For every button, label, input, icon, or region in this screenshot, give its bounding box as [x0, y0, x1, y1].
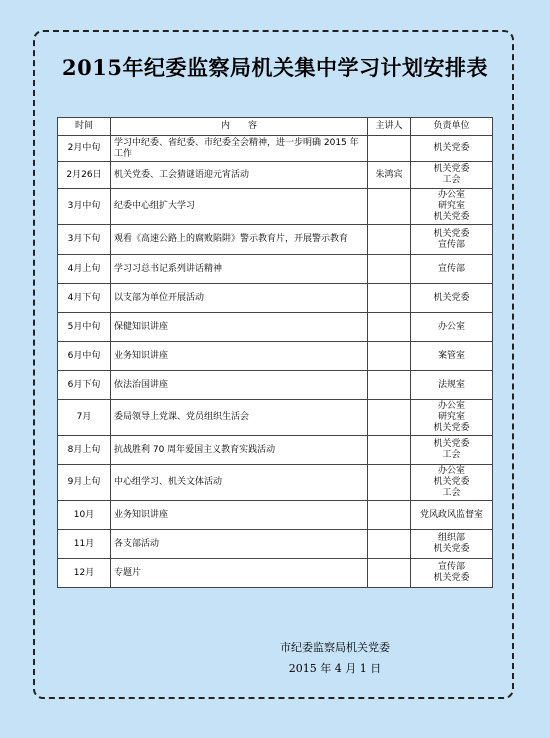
cell-time: 6月下旬 — [58, 371, 111, 400]
cell-time: 4月上旬 — [58, 255, 111, 284]
cell-unit: 党风政风监督室 — [411, 501, 493, 530]
table-row — [58, 284, 493, 313]
cell-unit: 机关党委 — [411, 136, 493, 162]
cell-speaker — [368, 189, 411, 225]
cell-speaker — [368, 255, 411, 284]
table-row — [58, 559, 493, 588]
cell-content: 业务知识讲座 — [111, 342, 368, 371]
cell-content: 专题片 — [111, 559, 368, 588]
table-row — [58, 371, 493, 400]
cell-unit: 办公室 研究室 机关党委 — [411, 189, 493, 225]
cell-unit: 机关党委 工会 — [411, 162, 493, 189]
table-row — [58, 162, 493, 189]
cell-speaker — [368, 530, 411, 559]
table-header-row — [58, 118, 493, 136]
cell-unit: 机关党委 — [411, 284, 493, 313]
schedule-body — [58, 136, 493, 588]
cell-time: 5月中旬 — [58, 313, 111, 342]
cell-unit: 办公室 研究室 机关党委 — [411, 400, 493, 436]
cell-content: 学习中纪委、省纪委、市纪委全会精神，进一步明确 2015 年工作 — [111, 136, 368, 162]
table-row — [58, 255, 493, 284]
cell-time: 6月中旬 — [58, 342, 111, 371]
cell-time: 8月上旬 — [58, 436, 111, 465]
cell-content: 各支部活动 — [111, 530, 368, 559]
cell-content: 机关党委、工会猜谜语迎元宵活动 — [111, 162, 368, 189]
cell-speaker — [368, 400, 411, 436]
cell-speaker — [368, 559, 411, 588]
cell-unit: 宣传部 机关党委 — [411, 559, 493, 588]
cell-speaker — [368, 313, 411, 342]
footer-organization: 市纪委监察局机关党委 — [280, 641, 390, 654]
cell-content: 观看《高速公路上的腐败陷阱》警示教育片，开展警示教育 — [111, 225, 368, 255]
table-row — [58, 136, 493, 162]
table-row — [58, 225, 493, 255]
cell-speaker — [368, 225, 411, 255]
cell-content: 以支部为单位开展活动 — [111, 284, 368, 313]
cell-time: 9月上旬 — [58, 465, 111, 501]
table-row — [58, 342, 493, 371]
cell-time: 10月 — [58, 501, 111, 530]
table-row — [58, 530, 493, 559]
cell-unit: 宣传部 — [411, 255, 493, 284]
header-speaker: 主讲人 — [368, 118, 411, 136]
cell-unit: 组织部 机关党委 — [411, 530, 493, 559]
table-row — [58, 400, 493, 436]
cell-time: 7月 — [58, 400, 111, 436]
cell-unit: 机关党委 宣传部 — [411, 225, 493, 255]
cell-speaker — [368, 436, 411, 465]
cell-unit: 案管室 — [411, 342, 493, 371]
table-row — [58, 465, 493, 501]
cell-content: 中心组学习、机关文体活动 — [111, 465, 368, 501]
cell-content: 学习习总书记系列讲话精神 — [111, 255, 368, 284]
cell-unit: 办公室 机关党委 工会 — [411, 465, 493, 501]
cell-content: 保健知识讲座 — [111, 313, 368, 342]
table-row — [58, 501, 493, 530]
cell-speaker — [368, 284, 411, 313]
cell-time: 12月 — [58, 559, 111, 588]
header-content: 内 容 — [111, 118, 368, 136]
cell-speaker — [368, 136, 411, 162]
footer-date: 2015 年 4 月 1 日 — [288, 662, 382, 675]
cell-time: 3月中旬 — [58, 189, 111, 225]
cell-time: 3月下旬 — [58, 225, 111, 255]
cell-speaker — [368, 371, 411, 400]
cell-time: 4月下旬 — [58, 284, 111, 313]
header-unit: 负责单位 — [411, 118, 493, 136]
cell-content: 依法治国讲座 — [111, 371, 368, 400]
cell-time: 2月26日 — [58, 162, 111, 189]
cell-content: 抗战胜利 70 周年爱国主义教育实践活动 — [111, 436, 368, 465]
cell-unit: 办公室 — [411, 313, 493, 342]
schedule-table — [57, 117, 493, 588]
page-title: 2015年纪委监察局机关集中学习计划安排表 — [62, 55, 488, 80]
cell-speaker — [368, 342, 411, 371]
table-row — [58, 189, 493, 225]
table-row — [58, 436, 493, 465]
cell-speaker — [368, 465, 411, 501]
header-time: 时间 — [58, 118, 111, 136]
cell-content: 委局领导上党课、党员组织生活会 — [111, 400, 368, 436]
cell-time: 2月中旬 — [58, 136, 111, 162]
cell-unit: 机关党委 工会 — [411, 436, 493, 465]
cell-content: 纪委中心组扩大学习 — [111, 189, 368, 225]
cell-time: 11月 — [58, 530, 111, 559]
table-row — [58, 313, 493, 342]
cell-content: 业务知识讲座 — [111, 501, 368, 530]
cell-speaker — [368, 501, 411, 530]
cell-speaker: 朱鸿宾 — [368, 162, 411, 189]
cell-unit: 法规室 — [411, 371, 493, 400]
